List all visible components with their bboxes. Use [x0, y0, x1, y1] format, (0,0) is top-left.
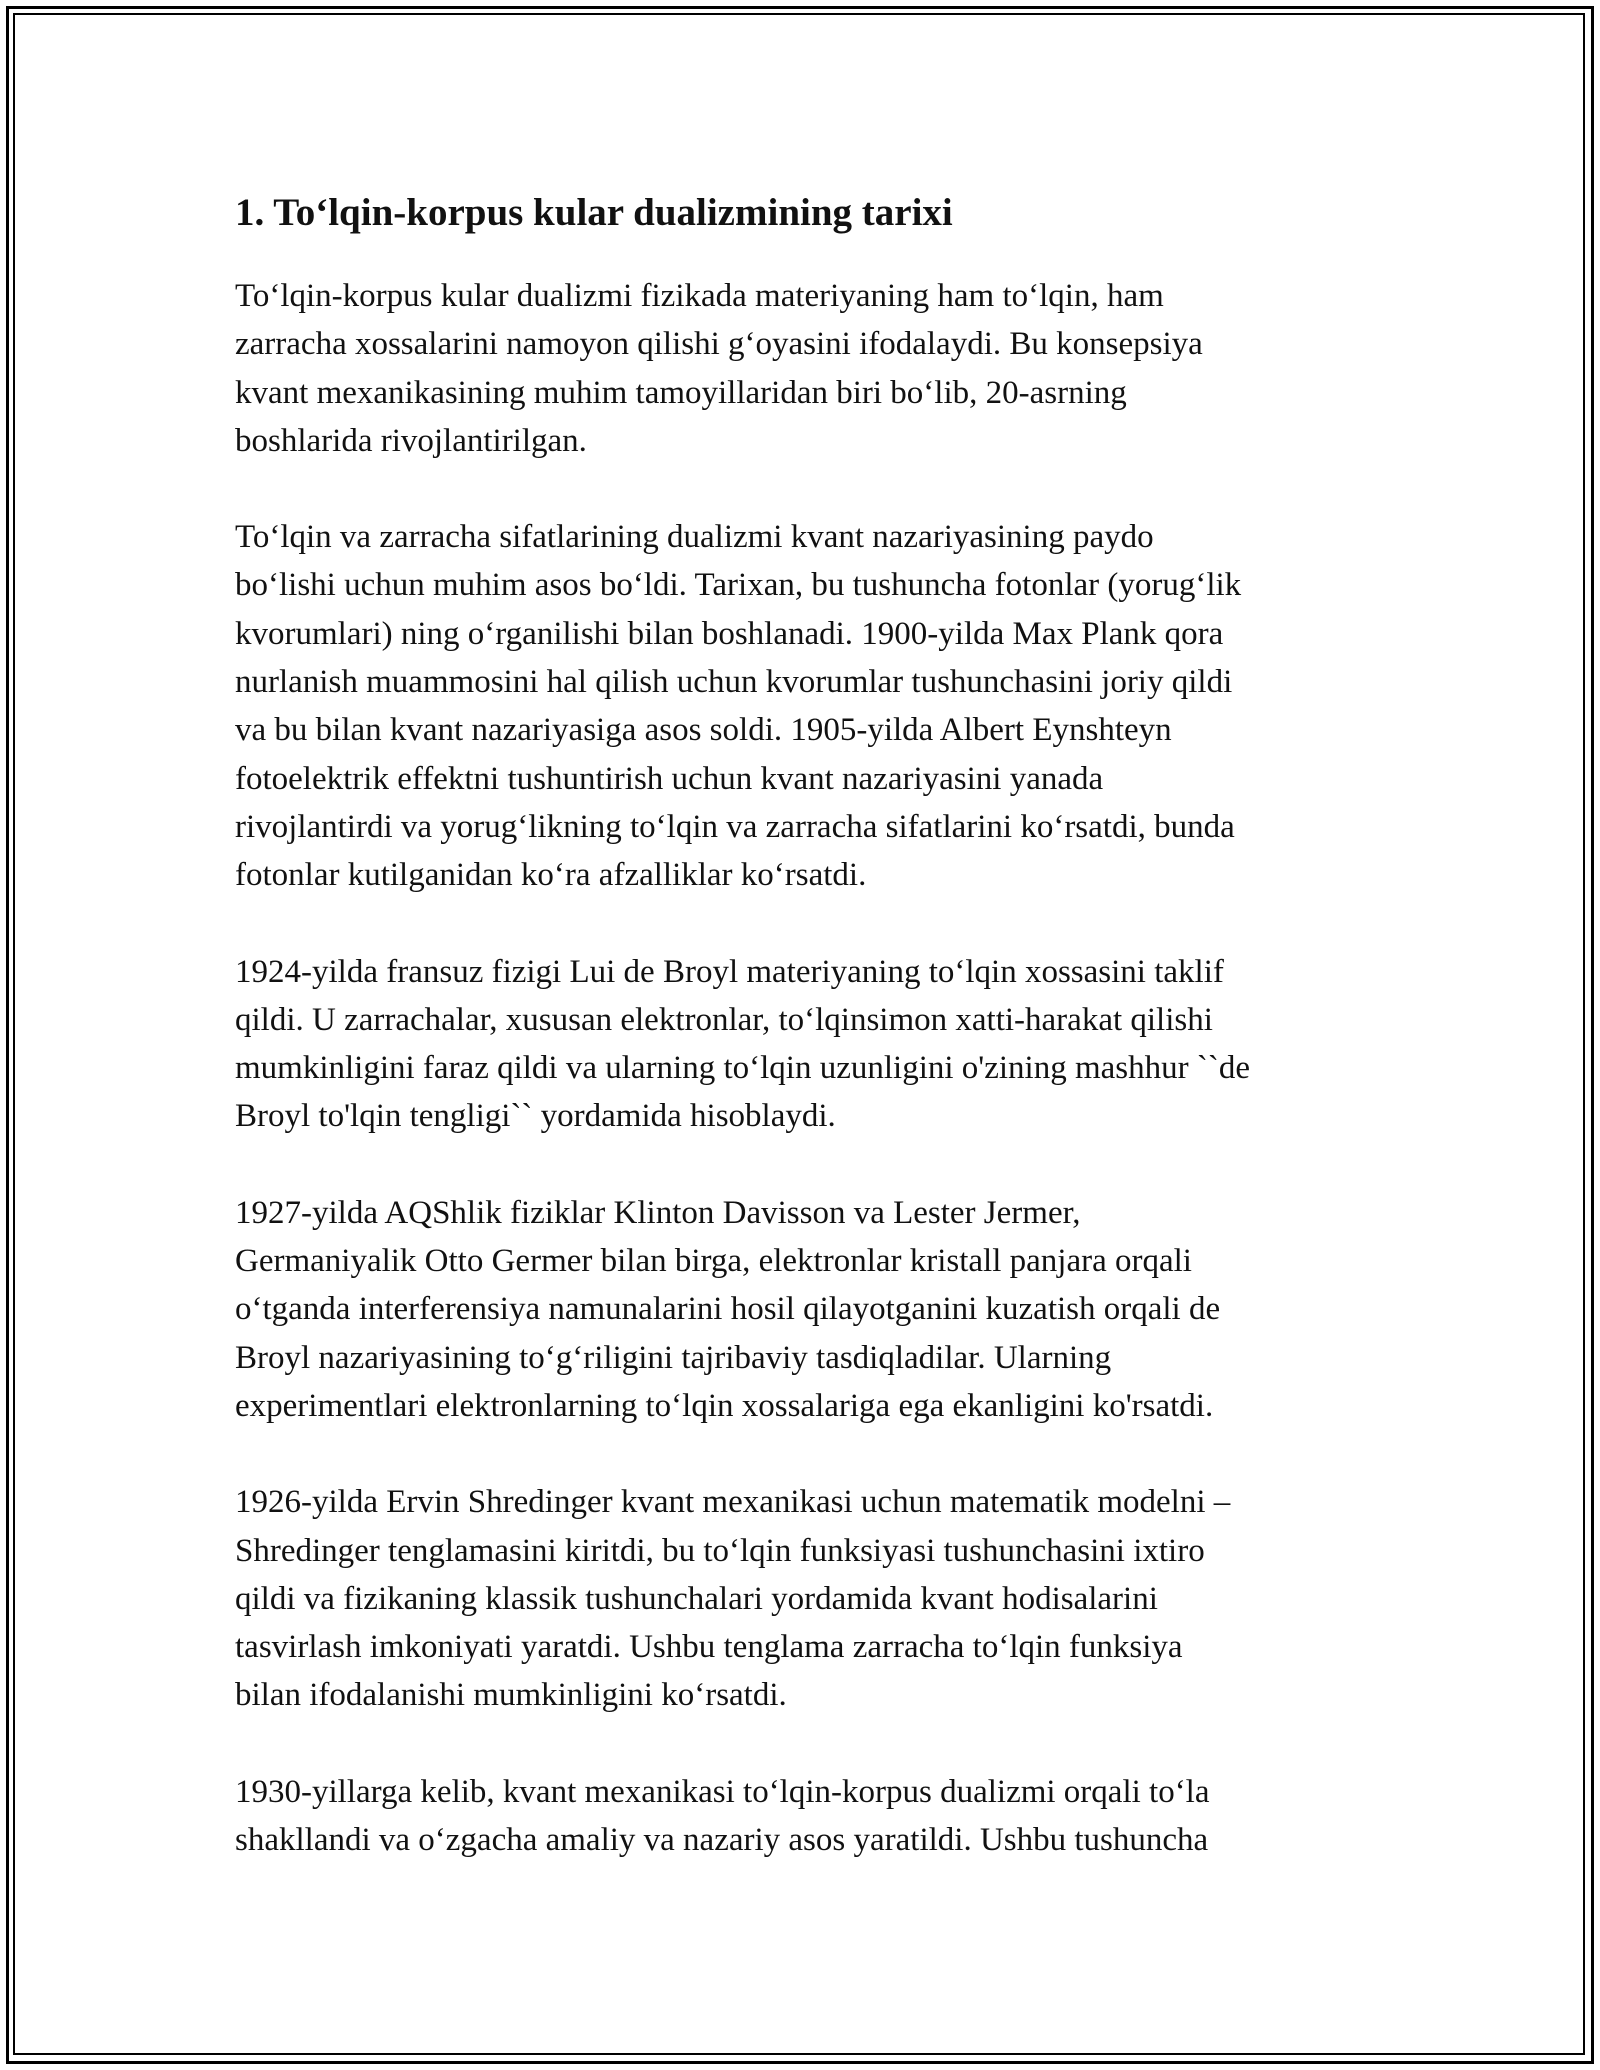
paragraph-schrodinger — [235, 1478, 1395, 1719]
text-line: 1927-yilda AQShlik fiziklar Klinton Davisson va Lester Jermer, — [235, 1194, 1081, 1231]
text-line: fotonlar kutilganidan ko‘ra afzalliklar ko‘rsatdi. — [235, 857, 867, 894]
paragraph-1930s — [235, 1768, 1395, 1865]
text-line: kvorumlari) ning o‘rganilishi bilan boshlanadi. 1900-yilda Max Plank qora — [235, 615, 1224, 652]
text-line: Germaniyalik Otto Germer bilan birga, elektronlar kristall panjara orqali — [235, 1243, 1192, 1280]
paragraph-planck-einstein — [235, 513, 1395, 899]
text-line: qildi. U zarrachalar, xususan elektronlar, to‘lqinsimon xatti-harakat qilishi — [235, 1001, 1213, 1038]
text-line: kvant mexanikasining muhim tamoyillaridan biri bo‘lib, 20-asrning — [235, 374, 1127, 411]
text-line: qildi va fizikaning klassik tushunchalari yordamida kvant hodisalarini — [235, 1580, 1158, 1617]
text-line: boshlarida rivojlantirilgan. — [235, 422, 587, 459]
section-heading: 1. To‘lqin-korpus kular dualizmining tarixi — [235, 191, 953, 234]
text-line: o‘tganda interferensiya namunalarini hosil qilayotganini kuzatish orqali de — [235, 1291, 1221, 1328]
text-line: To‘lqin va zarracha sifatlarining dualizmi kvant nazariyasining paydo — [235, 519, 1154, 556]
text-line: rivojlantirdi va yorug‘likning to‘lqin va zarracha sifatlarini ko‘rsatdi, bunda — [235, 808, 1235, 845]
text-line: Shredinger tenglamasini kiritdi, bu to‘lqin funksiyasi tushunchasini ixtiro — [235, 1532, 1205, 1569]
text-line: 1924-yilda fransuz fizigi Lui de Broyl materiyaning to‘lqin xossasini taklif — [235, 953, 1224, 990]
text-line: shakllandi va o‘zgacha amaliy va nazariy asos yaratildi. Ushbu tushuncha — [235, 1822, 1209, 1859]
text-line: bilan ifodalanishi mumkinligini ko‘rsatdi. — [235, 1677, 787, 1714]
text-line: 1926-yilda Ervin Shredinger kvant mexanikasi uchun matematik modelni – — [235, 1484, 1231, 1521]
paragraph-definition — [235, 272, 1395, 465]
text-line: bo‘lishi uchun muhim asos bo‘ldi. Tarixan, bu tushuncha fotonlar (yorug‘lik — [235, 567, 1242, 604]
text-line: Broyl nazariyasining to‘g‘riligini tajribaviy tasdiqladilar. Ularning — [235, 1339, 1112, 1376]
text-line: fotoelektrik effektni tushuntirish uchun kvant nazariyasini yanada — [235, 760, 1104, 797]
text-line: mumkinligini faraz qildi va ularning to‘lqin uzunligini o'zining mashhur ``de — [235, 1050, 1250, 1087]
text-line: va bu bilan kvant nazariyasiga asos soldi. 1905-yilda Albert Eynshteyn — [235, 712, 1172, 749]
text-line: Broyl to'lqin tengligi`` yordamida hisoblaydi. — [235, 1098, 836, 1135]
text-line: zarracha xossalarini namoyon qilishi g‘oyasini ifodalaydi. Bu konsepsiya — [235, 326, 1203, 363]
text-line: nurlanish muammosini hal qilish uchun kvorumlar tushunchasini joriy qildi — [235, 664, 1233, 701]
paragraph-de-broglie — [235, 948, 1395, 1141]
text-line: experimentlari elektronlarning to‘lqin xossalariga ega ekanligini ko'rsatdi. — [235, 1387, 1214, 1424]
text-line: To‘lqin-korpus kular dualizmi fizikada materiyaning ham to‘lqin, ham — [235, 278, 1164, 314]
text-line: tasvirlash imkoniyati yaratdi. Ushbu tenglama zarracha to‘lqin funksiya — [235, 1629, 1183, 1666]
text-line: 1930-yillarga kelib, kvant mexanikasi to‘lqin-korpus dualizmi orqali to‘la — [235, 1773, 1210, 1810]
document-body — [235, 186, 1395, 1912]
paragraph-davisson-germer — [235, 1189, 1395, 1430]
